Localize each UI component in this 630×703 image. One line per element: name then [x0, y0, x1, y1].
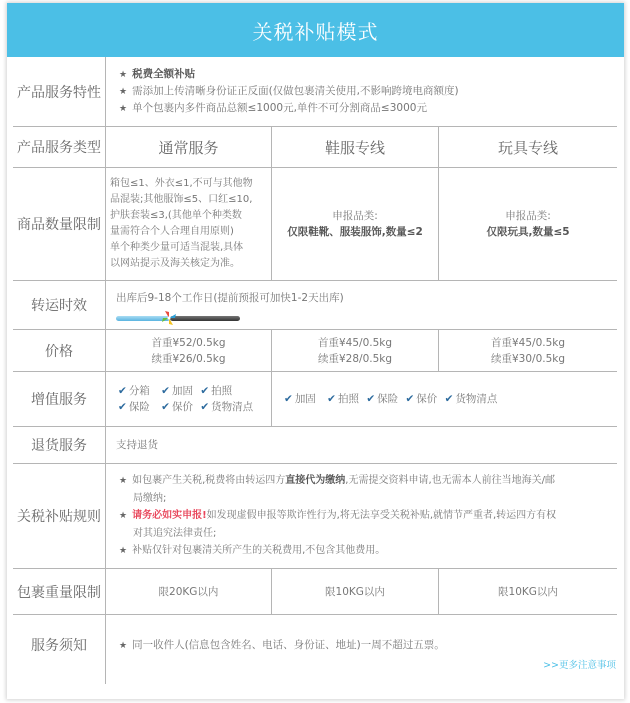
star-icon: ★	[119, 476, 128, 486]
check-icon: ✔	[405, 393, 415, 405]
service-item: 拍照	[211, 385, 233, 397]
row-label: 产品服务特性	[13, 57, 106, 126]
row-label: 产品服务类型	[13, 127, 106, 167]
row-label: 转运时效	[13, 281, 106, 329]
check-icon: ✔	[118, 385, 127, 397]
weight-limit-standard: 限20KG以内	[106, 569, 272, 614]
first-weight-price: 首重¥45/0.5kg	[490, 336, 566, 349]
row-label: 退货服务	[13, 427, 106, 463]
check-icon: ✔	[284, 393, 293, 405]
star-icon: ★	[119, 87, 128, 97]
weight-limit-shoes-apparel: 限10KG以内	[272, 569, 439, 614]
column-header-toys: 玩具专线	[497, 138, 558, 157]
quantity-text: 单个种类少量可适当混装,具体	[110, 242, 244, 253]
service-item: 货物清点	[211, 401, 254, 413]
quantity-text: 以网站提示及海关核定为准。	[110, 258, 240, 269]
service-item: 保价	[171, 401, 193, 413]
service-comparison-table	[13, 57, 617, 684]
row-label: 商品数量限制	[13, 168, 106, 280]
check-icon: ✔	[200, 401, 210, 413]
row-features	[13, 57, 617, 127]
tariff-subsidy-card	[7, 3, 624, 699]
check-icon: ✔	[118, 401, 127, 413]
feature-text: 税费全额补贴	[132, 68, 196, 80]
declare-category-title: 申报品类:	[332, 210, 378, 222]
check-icon: ✔	[366, 393, 376, 405]
row-tariff-rules	[13, 464, 617, 569]
first-weight-price: 首重¥52/0.5kg	[151, 336, 226, 349]
check-icon: ✔	[161, 385, 170, 397]
row-transit	[13, 281, 617, 330]
notice-text: 同一收件人(信息包含姓名、电话、身份证、地址)一周不超过五票。	[132, 639, 445, 651]
quantity-text: 箱包≤1、外衣≤1,不可与其他物	[110, 178, 253, 189]
row-label: 增值服务	[13, 372, 106, 426]
star-icon: ★	[119, 641, 128, 651]
rule-text: ,无需提交资料申请,也无需本人前往当地海关/邮	[345, 475, 555, 486]
service-item: 保险	[377, 393, 399, 405]
service-item: 分箱	[128, 385, 150, 397]
rule-text: 如发现虚假申报等欺诈性行为,将无法享受关税补贴,就情节严重者,转运四方有权	[206, 510, 557, 521]
column-header-shoes-apparel: 鞋服专线	[272, 127, 439, 167]
rule-emphasis: 直接代为缴纳	[285, 475, 346, 486]
rule-warning: 请务必如实申报!	[132, 510, 207, 521]
row-value-added	[13, 372, 617, 427]
star-icon: ★	[119, 70, 128, 80]
star-icon: ★	[119, 104, 128, 114]
check-icon: ✔	[327, 393, 336, 405]
service-item: 加固	[294, 393, 316, 405]
check-icon: ✔	[444, 393, 454, 405]
row-quantity-limit	[13, 168, 617, 281]
quantity-text: 护肤套装≤3,(其他单个种类数	[110, 210, 242, 221]
service-item: 保险	[128, 401, 150, 413]
quantity-text: 量需符合个人合理自用原则)	[110, 226, 234, 237]
feature-text: 需添加上传清晰身份证正反面(仅做包裹清关使用,不影响跨境电商额度)	[132, 85, 459, 97]
returns-text: 支持退货	[116, 439, 158, 451]
page-title: 关税补贴模式	[7, 3, 624, 57]
transit-progress-bar	[116, 312, 242, 324]
row-weight-limit	[13, 569, 617, 615]
row-label: 服务须知	[13, 615, 106, 684]
star-icon: ★	[119, 546, 128, 556]
declare-category-title: 申报品类:	[505, 210, 551, 222]
additional-weight-price: 续重¥28/0.5kg	[317, 352, 393, 365]
declare-category-value: 仅限玩具,数量≤5	[486, 226, 570, 238]
additional-weight-price: 续重¥26/0.5kg	[151, 352, 226, 365]
additional-weight-price: 续重¥30/0.5kg	[490, 352, 566, 365]
column-header-standard: 通常服务	[106, 127, 272, 167]
row-label: 包裹重量限制	[13, 569, 106, 614]
row-returns	[13, 427, 617, 464]
row-label: 关税补贴规则	[13, 464, 106, 568]
declare-category-value: 仅限鞋靴、服装服饰,数量≤2	[287, 226, 423, 238]
service-item: 拍照	[337, 393, 359, 405]
row-notice	[13, 615, 617, 684]
row-service-type	[13, 127, 617, 168]
more-notes-link[interactable]: >>更多注意事项	[543, 660, 616, 671]
first-weight-price: 首重¥45/0.5kg	[317, 336, 393, 349]
pinwheel-icon	[162, 311, 176, 325]
rule-text: 如包裹产生关税,税费将由转运四方	[132, 475, 286, 486]
quantity-text: 品混装;其他服饰≤5、口红≤10,	[110, 194, 253, 205]
row-price	[13, 330, 617, 372]
weight-limit-toys: 限10KG以内	[498, 586, 558, 598]
rule-text: 对其追究法律责任;	[133, 528, 217, 539]
row-label: 价格	[13, 330, 106, 371]
service-item: 加固	[171, 385, 193, 397]
star-icon: ★	[119, 511, 128, 521]
transit-text: 出库后9-18个工作日(提前预报可加快1-2天出库)	[116, 292, 344, 304]
check-icon: ✔	[161, 401, 170, 413]
rule-text: 补贴仅针对包裹清关所产生的关税费用,不包含其他费用。	[132, 545, 386, 556]
service-item: 货物清点	[455, 393, 498, 405]
service-item: 保价	[416, 393, 438, 405]
check-icon: ✔	[200, 385, 210, 397]
rule-text: 局缴纳;	[133, 493, 167, 504]
feature-text: 单个包裹内多件商品总额≤1000元,单件不可分割商品≤3000元	[132, 102, 427, 114]
